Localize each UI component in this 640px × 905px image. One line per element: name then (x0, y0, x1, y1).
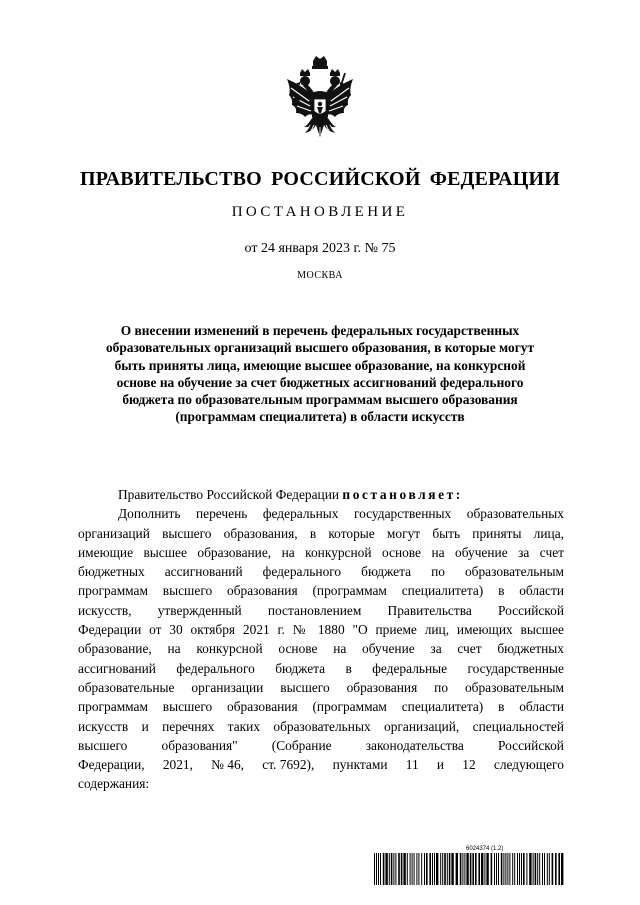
body-word: 2021, (162, 757, 193, 773)
preamble-text: Правительство Российской Федерации (118, 487, 340, 502)
barcode-bar (393, 853, 394, 885)
barcode-bar (547, 853, 548, 885)
barcode-bar (403, 853, 405, 885)
subject-line: бюджета по образовательным программам высшего образования (122, 392, 518, 408)
barcode-bar (410, 853, 411, 885)
barcode-bar (466, 853, 468, 885)
barcode-bar (424, 853, 425, 885)
barcode-bar (429, 853, 431, 885)
stamp-code: 6024374 (1.2) (466, 846, 504, 852)
barcode-bar (542, 853, 543, 885)
barcode-bar (491, 853, 493, 885)
barcode-bar (442, 853, 443, 885)
barcode-bar (533, 853, 534, 885)
barcode-bar (521, 853, 522, 885)
barcode-bar (535, 853, 537, 885)
body-word: пунктами (332, 757, 388, 773)
barcode-bar (378, 853, 379, 885)
barcode-bar (401, 853, 403, 885)
body-line: образовательные организации высшего образования по образовательным (78, 679, 564, 695)
barcode-bar (503, 853, 504, 885)
barcode-bar (544, 853, 545, 885)
document-date-number: от 24 января 2023 г. № 75 (244, 241, 396, 256)
barcode-bar (514, 853, 515, 885)
body-line (78, 755, 564, 774)
barcode-bar (434, 853, 435, 885)
body-word: ст. 7692), (262, 757, 315, 773)
body-line: программам высшего образования (программам специалитета) в области (78, 583, 564, 599)
barcode-bar (456, 853, 458, 885)
government-title: ПРАВИТЕЛЬСТВО РОССИЙСКОЙ ФЕДЕРАЦИИ (80, 168, 560, 190)
barcode-bar (421, 853, 422, 885)
body-word: следующего (493, 757, 564, 773)
barcode-bar (449, 853, 451, 885)
subject-line: образовательных организаций высшего образования, в которые могут (105, 340, 535, 356)
barcode-bar (380, 853, 381, 885)
body-line: имеющие высшее образование, на конкурсной основе на обучение за счет (78, 544, 564, 560)
body-line: бюджетных ассигнований федерального бюджета по образовательным (78, 564, 564, 580)
barcode-bar (385, 853, 387, 885)
barcode-bar (501, 853, 503, 885)
barcode-bar (376, 853, 377, 885)
barcode-bar (561, 853, 563, 885)
document-city: МОСКВА (297, 270, 343, 281)
russian-coat-of-arms-icon (283, 55, 357, 150)
barcode-bar (444, 853, 446, 885)
barcode-bar (389, 853, 390, 885)
barcode-bar (418, 853, 419, 885)
body-word: высшего (78, 737, 128, 753)
document-subject (80, 322, 560, 426)
body-word: Российской (497, 737, 564, 753)
body-line: Федерации от 30 октября 2021 г. № 1880 "О приеме лиц, имеющих высшее (78, 622, 564, 638)
preamble-line (78, 485, 564, 504)
barcode-bar (395, 853, 396, 885)
barcode-bar (539, 853, 540, 885)
barcode-bar (383, 853, 385, 885)
subject-line: (программам специалитета) в области искусств (175, 409, 465, 425)
subject-line: О внесении изменений в перечень федеральных государственных (120, 323, 520, 338)
body-word: 12 (462, 757, 476, 773)
subject-line: быть приняты лица, имеющие высшее образование, на конкурсной (114, 357, 526, 373)
barcode-bar (464, 853, 465, 885)
barcode-bar (398, 853, 400, 885)
barcode-bar (462, 853, 463, 885)
body-word: образования" (161, 737, 238, 753)
barcode-bar (475, 853, 477, 885)
barcode-bar (481, 853, 483, 885)
barcode-bar (460, 853, 462, 885)
barcode-bar (507, 853, 508, 885)
body-line: программам высшего образования (программам специалитета) в области (78, 699, 564, 715)
barcode-bar (552, 853, 554, 885)
document-body (78, 485, 564, 794)
barcode-bar (555, 853, 557, 885)
body-line: Дополнить перечень федеральных государственных образовательных (118, 506, 564, 522)
barcode-bar (432, 853, 433, 885)
body-line (78, 736, 564, 755)
body-line: ассигнований федерального бюджета в федеральные государственные (78, 660, 564, 676)
barcode-bar (470, 853, 472, 885)
body-word: № 46, (211, 757, 245, 773)
document-stamp (374, 845, 564, 890)
document-type: ПОСТАНОВЛЕНИЕ (231, 204, 409, 220)
barcode-bar (523, 853, 525, 885)
body-word: (Собрание (271, 737, 332, 753)
barcode-bar (519, 853, 520, 885)
subject-line: основе на обучение за счет бюджетных ассигнований федерального (116, 374, 524, 390)
barcode-bar (451, 853, 453, 885)
barcode-bar (558, 853, 560, 885)
barcode-bar (494, 853, 495, 885)
barcode-icon (374, 853, 564, 885)
barcode-bar (478, 853, 480, 885)
decree-word: постановляет: (342, 487, 463, 502)
barcode-bar (440, 853, 441, 885)
body-line: образование, на конкурсной основе на обучение за счет бюджетных (78, 641, 564, 657)
barcode-bar (505, 853, 506, 885)
barcode-bar (416, 853, 417, 885)
barcode-bar (436, 853, 438, 885)
body-word: законодательства (365, 737, 464, 753)
body-word: 11 (405, 757, 419, 773)
barcode-bar (484, 853, 485, 885)
barcode-bar (529, 853, 531, 885)
barcode-bar (537, 853, 538, 885)
barcode-bar (498, 853, 499, 885)
barcode-bar (414, 853, 415, 885)
barcode-bar (374, 853, 375, 885)
barcode-bar (512, 853, 513, 885)
barcode-bar (391, 853, 393, 885)
barcode-bar (486, 853, 488, 885)
barcode-bar (472, 853, 474, 885)
body-word: и (436, 757, 445, 773)
barcode-bar (517, 853, 518, 885)
body-line: искусств, утвержденный постановлением Правительства Российской (78, 602, 564, 618)
barcode-bar (526, 853, 527, 885)
body-word: Федерации, (78, 757, 145, 773)
barcode-bar (407, 853, 408, 885)
barcode-bar (426, 853, 428, 885)
barcode-bar (496, 853, 497, 885)
barcode-bar (447, 853, 448, 885)
barcode-bar (509, 853, 510, 885)
body-line: содержания: (78, 776, 150, 792)
barcode-bar (549, 853, 550, 885)
body-line: искусств и перечнях таких образовательных организаций, специальностей (78, 718, 564, 734)
body-line: организаций высшего образования, в которые могут быть приняты лица, (78, 525, 564, 541)
barcode-bar (412, 853, 413, 885)
